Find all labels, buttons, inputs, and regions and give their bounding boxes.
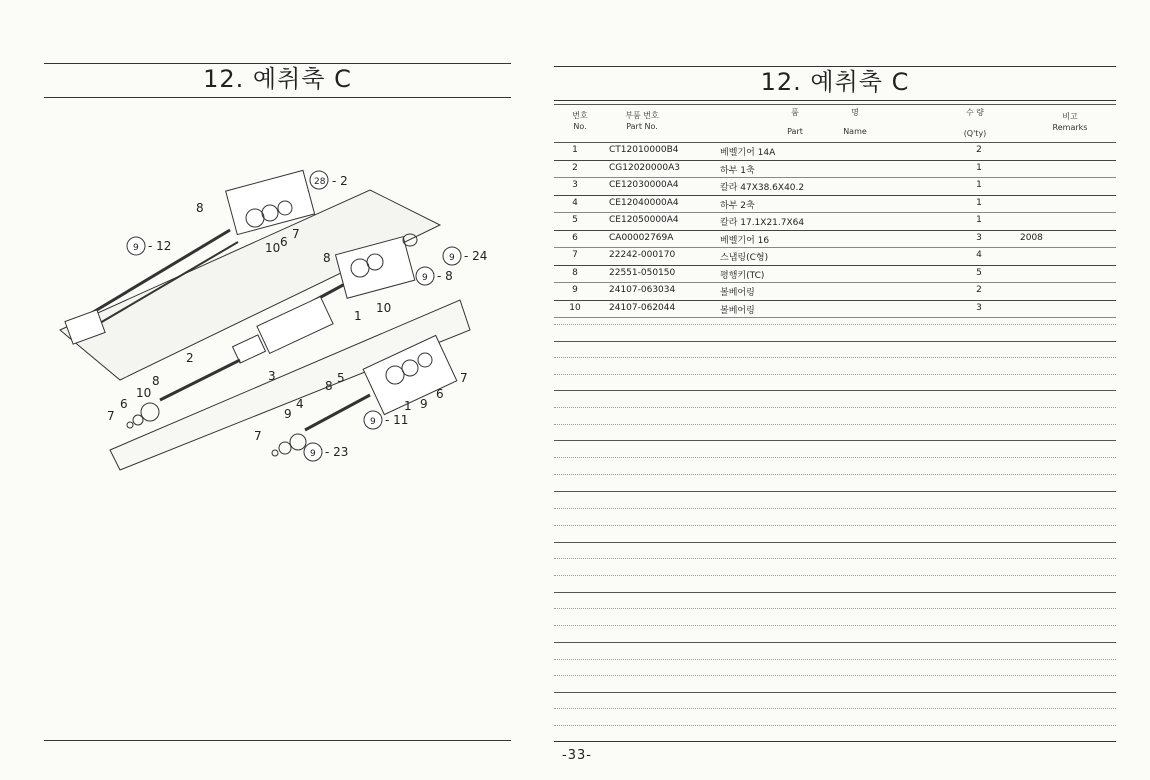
blank-rule xyxy=(554,675,1116,676)
blank-rule xyxy=(554,457,1116,458)
table-row xyxy=(554,231,1116,249)
row-qty: 3 xyxy=(976,232,982,243)
blank-rule xyxy=(554,525,1116,526)
page-number: -33- xyxy=(562,748,592,763)
blank-rule xyxy=(554,592,1116,593)
row-no: 1 xyxy=(572,145,578,155)
svg-text:- 8: - 8 xyxy=(437,269,453,283)
header-part-kr: 부품 번호 xyxy=(625,111,659,120)
svg-text:8: 8 xyxy=(196,201,204,215)
blank-rule xyxy=(554,357,1116,358)
svg-text:8: 8 xyxy=(152,374,160,388)
row-part-name: 베벨기어 14A xyxy=(720,148,776,158)
blank-rule xyxy=(554,341,1116,342)
table-row xyxy=(554,266,1116,284)
svg-text:5: 5 xyxy=(337,371,345,385)
blank-rule xyxy=(554,659,1116,660)
row-part-number: CE12030000A4 xyxy=(609,180,679,190)
svg-text:- 24: - 24 xyxy=(464,249,488,263)
table-row xyxy=(554,161,1116,179)
collar xyxy=(233,335,266,363)
header-no-kr: 번호 xyxy=(572,111,588,120)
right-page xyxy=(540,0,1150,780)
svg-text:1: 1 xyxy=(354,309,362,323)
svg-text:- 2: - 2 xyxy=(332,174,348,188)
svg-text:28: 28 xyxy=(314,177,326,187)
blank-rule xyxy=(554,725,1116,726)
parts-table xyxy=(554,143,1116,318)
row-no: 3 xyxy=(572,180,578,190)
svg-text:6: 6 xyxy=(120,397,128,411)
exploded-parts-diagram xyxy=(40,150,510,510)
right-bottom-rule xyxy=(554,741,1116,742)
row-part-name: 평행키(TC) xyxy=(720,270,765,281)
row-part-number: 22242-000170 xyxy=(609,250,676,260)
left-bottom-rule xyxy=(44,740,511,741)
svg-text:4: 4 xyxy=(296,397,304,411)
blank-rule xyxy=(554,575,1116,576)
row-part-name: 하부 2축 xyxy=(720,200,755,211)
row-no: 7 xyxy=(572,250,578,260)
svg-text:9: 9 xyxy=(420,397,428,411)
blank-rule xyxy=(554,558,1116,559)
svg-text:6: 6 xyxy=(280,235,288,249)
svg-text:10: 10 xyxy=(376,301,392,315)
table-row xyxy=(554,301,1116,319)
svg-text:9: 9 xyxy=(449,253,455,263)
row-part-name: 스냅링(C형) xyxy=(720,253,769,263)
svg-text:10: 10 xyxy=(265,241,281,255)
table-row xyxy=(554,143,1116,161)
right-page-title: 12. 예취축 C xyxy=(554,66,1116,101)
blank-rule xyxy=(554,542,1116,543)
blank-rule xyxy=(554,642,1116,643)
blank-rule xyxy=(554,692,1116,693)
row-part-name: 칼라 47X38.6X40.2 xyxy=(720,183,805,193)
header-qty-kr: 수 량 xyxy=(966,108,984,117)
row-qty: 4 xyxy=(976,250,982,260)
blank-rule xyxy=(554,324,1116,325)
row-part-number: CE12040000A4 xyxy=(609,197,679,208)
svg-text:- 12: - 12 xyxy=(148,239,172,253)
svg-text:1: 1 xyxy=(404,399,412,413)
row-part-name: 베벨기어 16 xyxy=(720,235,770,246)
row-qty: 2 xyxy=(976,145,982,155)
blank-rule xyxy=(554,508,1116,509)
svg-text:7: 7 xyxy=(292,227,300,241)
svg-text:3: 3 xyxy=(268,369,276,383)
blank-rule xyxy=(554,440,1116,441)
blank-rule xyxy=(554,407,1116,408)
svg-text:6: 6 xyxy=(436,387,444,401)
row-no: 4 xyxy=(572,197,578,208)
blank-rule xyxy=(554,424,1116,425)
table-row xyxy=(554,178,1116,196)
row-no: 8 xyxy=(572,267,578,278)
row-qty: 1 xyxy=(976,180,982,190)
row-qty: 5 xyxy=(976,267,982,278)
header-part-en: Part No. xyxy=(626,122,658,131)
row-qty: 1 xyxy=(976,162,982,173)
svg-text:- 11: - 11 xyxy=(385,413,409,427)
row-no: 2 xyxy=(572,162,578,173)
header-remarks-en: Remarks xyxy=(1052,123,1088,132)
svg-text:- 23: - 23 xyxy=(325,445,349,459)
left-page xyxy=(0,0,541,780)
table-row xyxy=(554,248,1116,266)
blank-rule xyxy=(554,390,1116,391)
svg-text:9: 9 xyxy=(422,273,428,283)
header-name-en-2: Name xyxy=(843,127,867,136)
svg-text:7: 7 xyxy=(107,409,115,423)
svg-text:9: 9 xyxy=(310,449,316,459)
header-no-en: No. xyxy=(573,122,587,131)
row-no: 9 xyxy=(572,285,578,295)
svg-text:9: 9 xyxy=(133,243,139,253)
header-top-rule xyxy=(554,104,1116,105)
row-part-name: 볼베어링 xyxy=(720,288,755,298)
row-part-number: 24107-062044 xyxy=(609,302,676,313)
row-no: 5 xyxy=(572,215,578,225)
blank-rule xyxy=(554,625,1116,626)
header-remarks-kr: 비고 xyxy=(1062,112,1078,121)
row-qty: 1 xyxy=(976,197,982,208)
row-part-number: CA00002769A xyxy=(609,232,674,243)
svg-text:2: 2 xyxy=(186,351,194,365)
row-part-name: 하부 1축 xyxy=(720,165,755,176)
svg-text:7: 7 xyxy=(460,371,468,385)
svg-text:7: 7 xyxy=(254,429,262,443)
row-part-number: CG12020000A3 xyxy=(609,162,680,173)
row-no: 6 xyxy=(572,232,578,243)
row-qty: 1 xyxy=(976,215,982,225)
svg-text:8: 8 xyxy=(323,251,331,265)
row-no: 10 xyxy=(569,302,581,313)
header-name-kr-1: 품 xyxy=(791,108,799,117)
row-part-number: CE12050000A4 xyxy=(609,215,679,225)
row-part-number: 22551-050150 xyxy=(609,267,676,278)
table-row xyxy=(554,196,1116,214)
table-row xyxy=(554,283,1116,301)
svg-text:9: 9 xyxy=(284,407,292,421)
row-qty: 3 xyxy=(976,302,982,313)
row-part-name: 볼베어링 xyxy=(720,305,755,316)
svg-text:8: 8 xyxy=(325,379,333,393)
row-part-number: 24107-063034 xyxy=(609,285,676,295)
header-name-en-1: Part xyxy=(787,127,803,136)
row-remarks: 2008 xyxy=(1020,232,1043,243)
blank-rule xyxy=(554,708,1116,709)
svg-text:9: 9 xyxy=(370,417,376,427)
blank-rule xyxy=(554,491,1116,492)
row-qty: 2 xyxy=(976,285,982,295)
blank-rule xyxy=(554,474,1116,475)
svg-text:10: 10 xyxy=(136,386,152,400)
left-page-title: 12. 예취축 C xyxy=(44,63,511,98)
header-name-kr-2: 명 xyxy=(851,108,859,117)
blank-rule xyxy=(554,608,1116,609)
header-bottom-rule xyxy=(554,142,1116,143)
blank-rule xyxy=(554,374,1116,375)
header-qty-en: (Q'ty) xyxy=(963,129,987,138)
row-part-number: CT12010000B4 xyxy=(609,145,679,155)
row-part-name: 칼라 17.1X21.7X64 xyxy=(720,218,805,228)
table-row xyxy=(554,213,1116,231)
